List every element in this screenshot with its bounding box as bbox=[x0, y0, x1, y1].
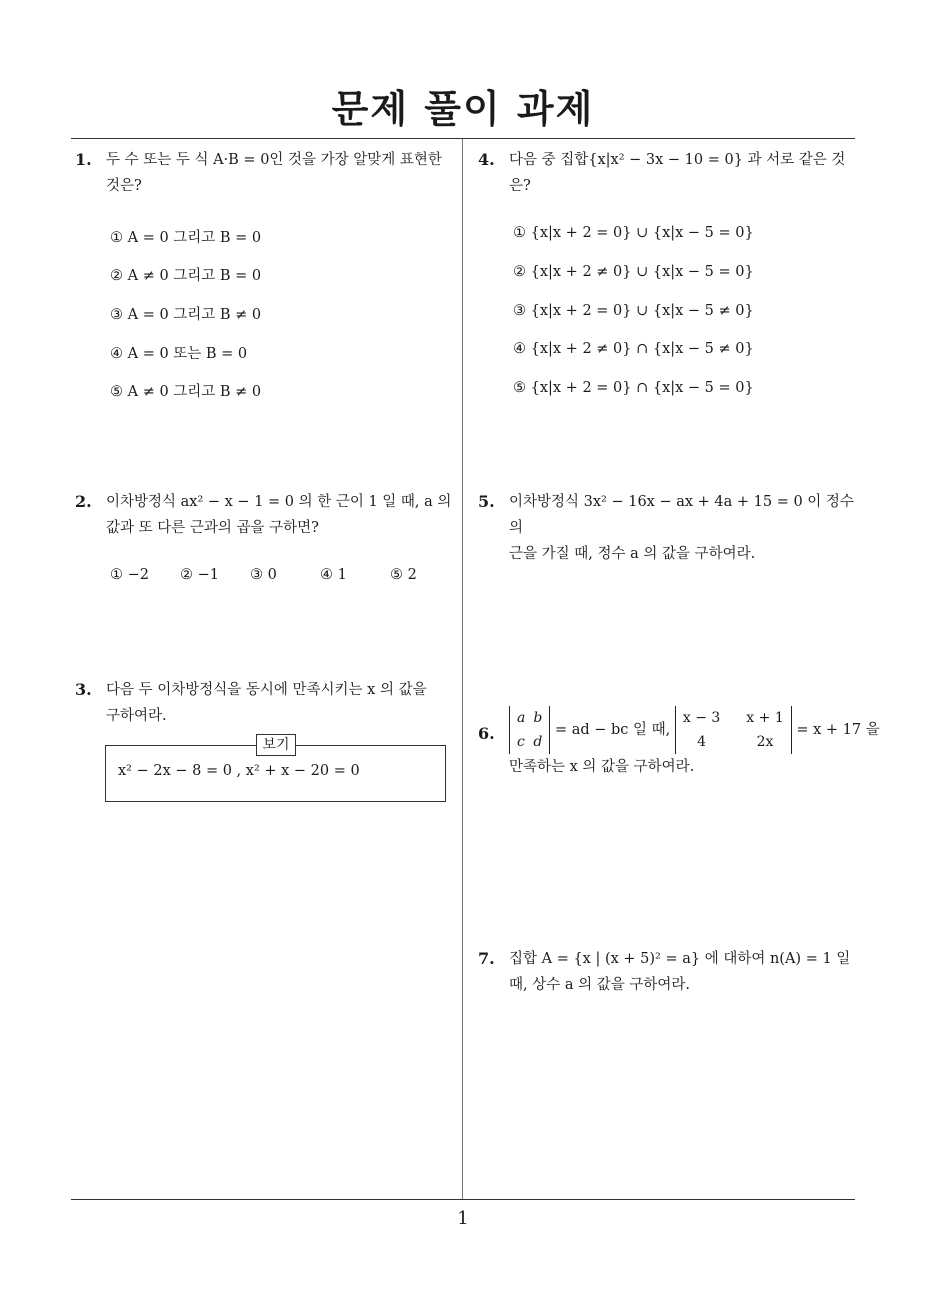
option-2[interactable]: ② {x|x + 2 ≠ 0} ∪ {x|x − 5 = 0} bbox=[513, 264, 754, 280]
option-2[interactable]: ② A ≠ 0 그리고 B = 0 bbox=[110, 268, 262, 284]
question-text: 이차방정식 ax² − x − 1 = 0 의 한 근이 1 일 때, a 의 값과 또 다른 근과의 곱을 구하면? bbox=[106, 494, 452, 536]
question-text: 다음 두 이차방정식을 동시에 만족시키는 x 의 값을 구하여라. bbox=[106, 682, 427, 724]
option-3[interactable]: ③ 0 bbox=[250, 567, 277, 583]
option-2[interactable]: ② −1 bbox=[180, 567, 219, 583]
option-4[interactable]: ④ {x|x + 2 ≠ 0} ∩ {x|x − 5 ≠ 0} bbox=[513, 341, 754, 357]
question-end-text: = x + 17 을 bbox=[796, 722, 880, 738]
question-number: 6. bbox=[478, 724, 495, 743]
option-3[interactable]: ③ {x|x + 2 = 0} ∪ {x|x − 5 ≠ 0} bbox=[513, 303, 754, 319]
question-1 bbox=[75, 147, 460, 199]
question-text: 다음 중 집합{x|x² − 3x − 10 = 0} 과 서로 같은 것 은? bbox=[509, 152, 846, 194]
option-5[interactable]: ⑤ {x|x + 2 = 0} ∩ {x|x − 5 = 0} bbox=[513, 380, 754, 396]
option-5[interactable]: ⑤ A ≠ 0 그리고 B ≠ 0 bbox=[110, 384, 262, 400]
option-4[interactable]: ④ A = 0 또는 B = 0 bbox=[110, 346, 248, 362]
determinant-2: x − 3 x + 1 4 2x bbox=[675, 706, 792, 754]
question-number: 7. bbox=[478, 949, 495, 968]
question-2 bbox=[75, 489, 460, 541]
option-1[interactable]: ① {x|x + 2 = 0} ∪ {x|x − 5 = 0} bbox=[513, 225, 754, 241]
bogi-content: x² − 2x − 8 = 0 , x² + x − 20 = 0 bbox=[118, 763, 360, 779]
question-text: 집합 A = {x | (x + 5)² = a} 에 대하여 n(A) = 1 일 때, 상수 a 의 값을 구하여라. bbox=[509, 951, 851, 993]
question-number: 3. bbox=[75, 680, 92, 699]
bottom-rule bbox=[71, 1199, 855, 1200]
question-number: 2. bbox=[75, 492, 92, 511]
option-3[interactable]: ③ A = 0 그리고 B ≠ 0 bbox=[110, 307, 262, 323]
option-4[interactable]: ④ 1 bbox=[320, 567, 347, 583]
question-number: 4. bbox=[478, 150, 495, 169]
question-7 bbox=[478, 946, 860, 998]
option-1[interactable]: ① A = 0 그리고 B = 0 bbox=[110, 230, 262, 246]
question-4 bbox=[478, 147, 860, 199]
question-number: 5. bbox=[478, 492, 495, 511]
option-5[interactable]: ⑤ 2 bbox=[390, 567, 417, 583]
question-number: 1. bbox=[75, 150, 92, 169]
page-number: 1 bbox=[457, 1208, 469, 1229]
question-6 bbox=[478, 706, 880, 780]
question-text: a b c d = ad − bc 일 때, x − 3 x + 1 4 2x = x + 17 을 만족하는 x 의 값을 구하여라. bbox=[509, 706, 860, 780]
question-3 bbox=[75, 677, 460, 729]
question-text: 이차방정식 3x² − 16x − ax + 4a + 15 = 0 이 정수의 근을 가질 때, 정수 a 의 값을 구하여라. bbox=[509, 494, 854, 562]
column-divider bbox=[462, 139, 463, 1199]
page-title: 문제 풀이 과제 bbox=[331, 87, 595, 131]
determinant-1: a b c d bbox=[509, 706, 550, 754]
question-text: 두 수 또는 두 식 A·B = 0인 것을 가장 알맞게 표현한 것은? bbox=[106, 152, 442, 194]
bogi-label: 보기 bbox=[256, 734, 296, 756]
option-1[interactable]: ① −2 bbox=[110, 567, 149, 583]
question-5 bbox=[478, 489, 860, 567]
top-rule bbox=[71, 138, 855, 139]
question-mid-text: = ad − bc 일 때, bbox=[554, 722, 671, 738]
